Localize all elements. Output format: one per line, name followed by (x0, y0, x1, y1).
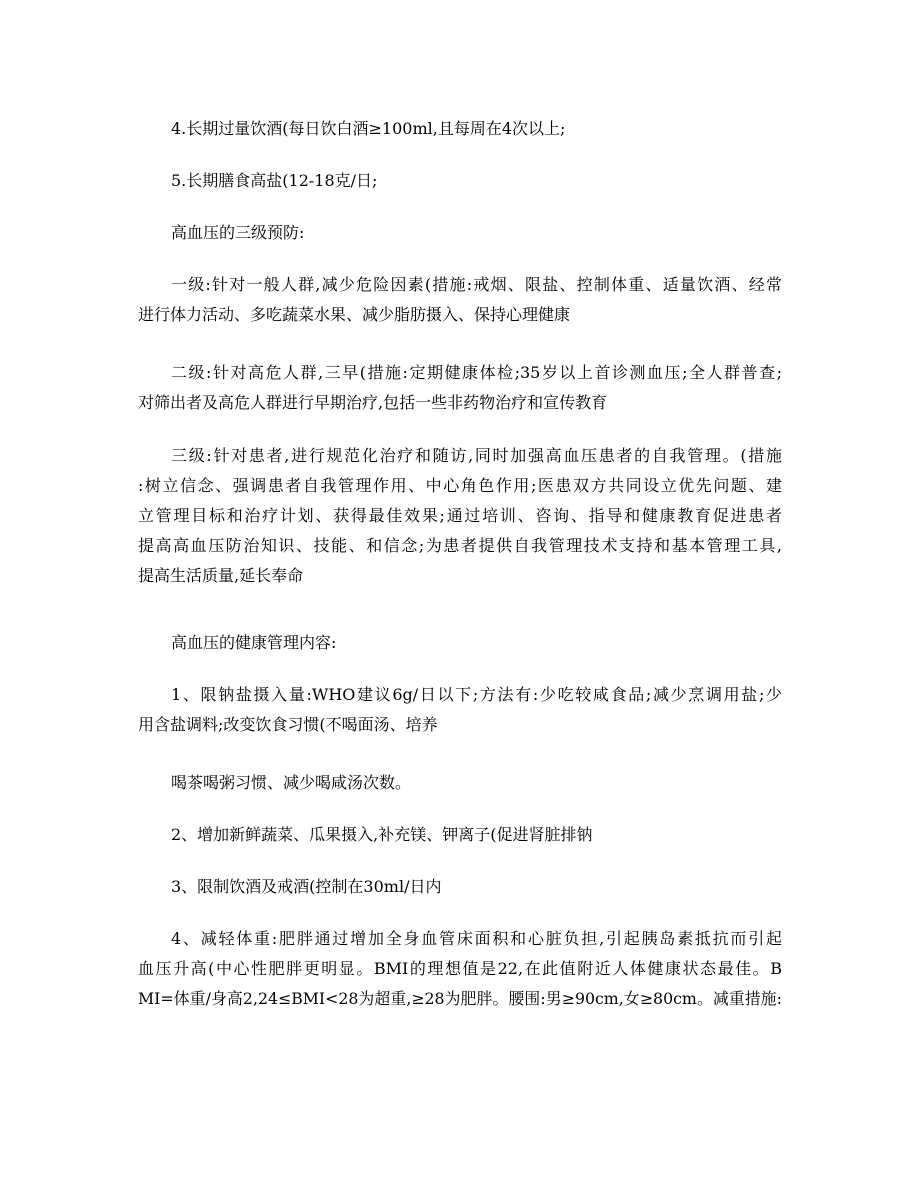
paragraph-salt-risk (138, 166, 782, 196)
text-line: 进行体力活动、多吃蔬菜水果、减少脂肪摄入、保持心理健康 (138, 305, 571, 324)
text-line: 高血压的健康管理内容: (171, 633, 337, 652)
text-line: 血压升高(中心性肥胖更明显。BMI的理想值是22,在此值附近人体健康状态最佳。B (138, 959, 782, 978)
paragraph-alcohol-risk (138, 114, 782, 144)
heading-health-management (138, 628, 782, 658)
text-line: MI=体重/身高2,24≤BMI<28为超重,≥28为肥胖。腰围:男≥90cm,女≥80cm。减重措施: (138, 989, 782, 1008)
text-line: 高血压的三级预防: (171, 223, 305, 242)
paragraph-secondary-prevention (138, 358, 782, 418)
text-line: 4.长期过量饮酒(每日饮白酒≥100ml,且每周在4次以上; (171, 119, 566, 138)
text-line: :树立信念、强调患者自我管理作用、中心角色作用;医患双方共同设立优先问题、建 (138, 476, 782, 495)
paragraph-primary-prevention (138, 270, 782, 330)
text-line: 提高高血压防治知识、技能、和信念;为患者提供自我管理技术支持和基本管理工具, (138, 536, 782, 555)
text-line: 1、限钠盐摄入量:WHO建议6g/日以下;方法有:少吃较咸食品;减少烹调用盐;少 (171, 685, 782, 704)
text-line: 用含盐调料;改变饮食习惯(不喝面汤、培养 (138, 715, 438, 734)
text-line: 喝茶喝粥习惯、减少喝咸汤次数。 (171, 773, 412, 792)
text-line: 3、限制饮酒及戒酒(控制在30ml/日内 (171, 877, 442, 896)
paragraph-sodium-limit (138, 680, 782, 740)
text-line: 一级:针对一般人群,减少危险因素(措施:戒烟、限盐、控制体重、适量饮酒、经常 (171, 275, 782, 294)
heading-three-level-prevention (138, 218, 782, 248)
text-line: 三级:针对患者,进行规范化治疗和随访,同时加强高血压患者的自我管理。(措施 (171, 446, 782, 465)
text-line: 4、减轻体重:肥胖通过增加全身血管床面积和心脏负担,引起胰岛素抵抗而引起 (171, 929, 782, 948)
paragraph-vegetables (138, 820, 782, 850)
text-line: 提高生活质量,延长奉命 (138, 566, 304, 585)
text-line: 立管理目标和治疗计划、获得最佳效果;通过培训、咨询、指导和健康教育促进患者 (138, 506, 782, 525)
paragraph-weight-loss (138, 924, 782, 1014)
text-line: 5.长期膳食高盐(12-18克/日; (171, 171, 378, 190)
text-line: 对筛出者及高危人群进行早期治疗,包括一些非药物治疗和宣传教育 (138, 393, 608, 412)
paragraph-alcohol-limit (138, 872, 782, 902)
paragraph-tertiary-prevention (138, 441, 782, 591)
text-line: 二级:针对高危人群,三早(措施:定期健康体检;35岁以上首诊测血压;全人群普查; (171, 363, 782, 382)
paragraph-sodium-limit-continued (171, 768, 782, 798)
text-line: 2、增加新鲜蔬菜、瓜果摄入,补充镁、钾离子(促进肾脏排钠 (171, 825, 593, 844)
